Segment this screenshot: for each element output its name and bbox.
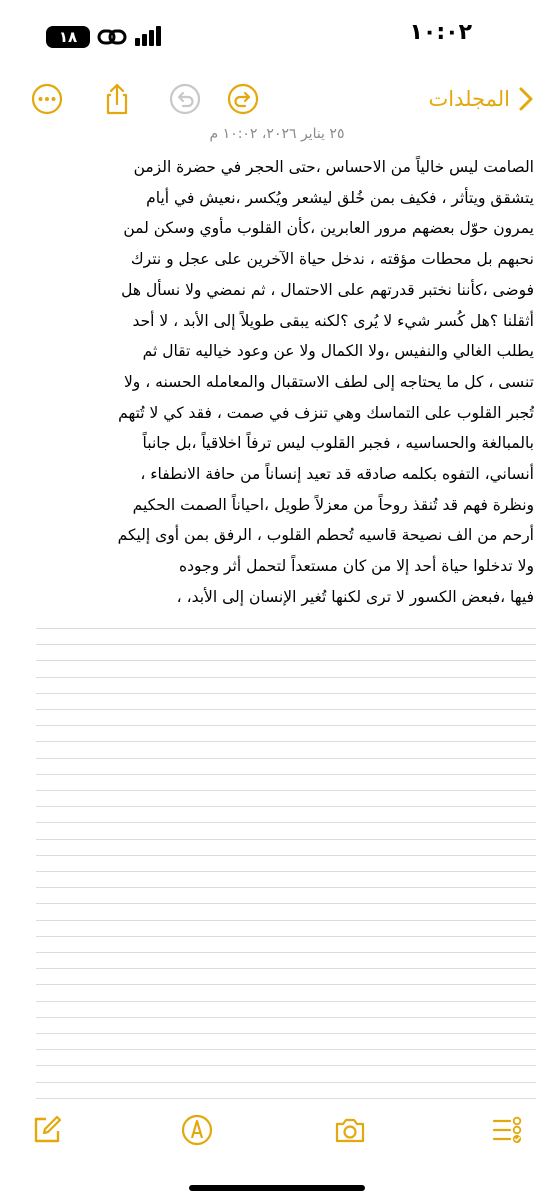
- ruled-line: [36, 725, 536, 726]
- folders-label: المجلدات: [428, 87, 510, 111]
- ruled-line: [36, 822, 536, 823]
- checklist-icon[interactable]: [490, 1113, 524, 1147]
- note-body[interactable]: [22, 152, 534, 613]
- ruled-line: [36, 936, 536, 937]
- ruled-line: [36, 644, 536, 645]
- link-icon: [97, 25, 127, 49]
- ruled-line: [36, 920, 536, 921]
- ruled-line: [36, 806, 536, 807]
- status-time: ١٠:٠٢: [409, 20, 472, 45]
- camera-icon[interactable]: [333, 1113, 367, 1147]
- battery-indicator: ١٨: [46, 26, 90, 48]
- ruled-line: [36, 855, 536, 856]
- ruled-line: [36, 1082, 536, 1083]
- note-line: ونظرة فهم قد تُنقذ روحاً من معزلاً طويل ،احياناً الصمت الحكيم: [132, 495, 534, 514]
- ruled-line: [36, 968, 536, 969]
- ruled-line: [36, 709, 536, 710]
- ruled-line: [36, 693, 536, 694]
- ruled-line: [36, 839, 536, 840]
- ruled-line: [36, 660, 536, 661]
- ruled-line: [36, 790, 536, 791]
- redo-icon[interactable]: [226, 82, 260, 116]
- ruled-line: [36, 1065, 536, 1066]
- note-toolbar: [0, 76, 554, 122]
- note-line: فوضى ،كأننا نختبر قدرتهم على الاحتمال ، ثم نمضي ولا نسأل هل: [121, 280, 534, 299]
- note-line: نحبهم بل محطات مؤقته ، ندخل حياة الآخرين على عجل و نترك: [130, 250, 534, 269]
- ruled-line: [36, 1049, 536, 1050]
- note-line: تُجبر القلوب على التماسك وهي تنزف في صمت ، فقد كي لا تُتهم: [118, 403, 534, 422]
- ruled-line: [36, 1098, 536, 1099]
- undo-icon[interactable]: [168, 82, 202, 116]
- ruled-line: [36, 1017, 536, 1018]
- ruled-line: [36, 1033, 536, 1034]
- ruled-line: [36, 887, 536, 888]
- ruled-line: [36, 1001, 536, 1002]
- share-icon[interactable]: [100, 82, 134, 116]
- note-date: ٢٥ يناير ٢٠٢٦، ١٠:٠٢ م: [209, 126, 345, 142]
- note-line: يطلب الغالي والنفيس ،ولا الكمال ولا عن وعود خياليه تقال ثم: [142, 342, 534, 361]
- folders-back-button[interactable]: [428, 82, 534, 116]
- ruled-lines-area[interactable]: [36, 620, 536, 1100]
- ruled-line: [36, 984, 536, 985]
- status-bar: [0, 0, 554, 70]
- ruled-line: [36, 741, 536, 742]
- note-line: تنسى ، كل ما يحتاجه إلى لطف الاستقبال والمعامله الحسنه ، ولا: [123, 372, 534, 391]
- note-line: أرحم من الف نصيحة قاسيه تُحطم القلوب ، الرفق بمن أوى إليكم: [117, 526, 534, 545]
- more-icon[interactable]: [30, 82, 64, 116]
- compose-icon[interactable]: [30, 1113, 64, 1147]
- note-line: فيها ،فبعض الكسور لا ترى لكنها تُغير الإنسان إلى الأبد، ،: [176, 587, 534, 606]
- note-line: يتشقق ويتأثر ، فكيف بمن خُلق ليشعر ويُكسر ،نعيش في أيام: [146, 188, 534, 207]
- note-line: أثقلنا ؟هل كُسر شيء لا يُرى ؟لكنه يبقى طويلاً إلى الأبد ، لا أحد: [132, 311, 534, 330]
- ruled-line: [36, 758, 536, 759]
- ruled-line: [36, 774, 536, 775]
- ruled-line: [36, 628, 536, 629]
- note-line: أنساني، التفوه بكلمه صادقه قد تعيد إنساناً من حافة الانطفاء ،: [140, 465, 534, 484]
- markup-pen-icon[interactable]: [180, 1113, 214, 1147]
- bottom-toolbar: [0, 1108, 554, 1158]
- ruled-line: [36, 952, 536, 953]
- ruled-line: [36, 871, 536, 872]
- ruled-line: [36, 903, 536, 904]
- chevron-back-icon: [518, 86, 534, 112]
- cellular-signal-icon: [133, 24, 165, 48]
- ruled-line: [36, 677, 536, 678]
- home-indicator: [189, 1185, 365, 1191]
- note-line: ولا تدخلوا حياة أحد إلا من كان مستعداً لتحمل أثر وجوده: [178, 557, 534, 576]
- note-line: بالمبالغة والحساسيه ، فجبر القلوب ليس ترفاً اخلاقياً ،بل جانباً: [142, 434, 534, 453]
- note-line: الصامت ليس خالياً من الاحساس ،حتى الحجر في حضرة الزمن: [133, 158, 534, 176]
- note-line: يمرون حوّل بعضهم مرور العابرين ،كأن القلوب مأوي وسكن لمن: [123, 219, 534, 238]
